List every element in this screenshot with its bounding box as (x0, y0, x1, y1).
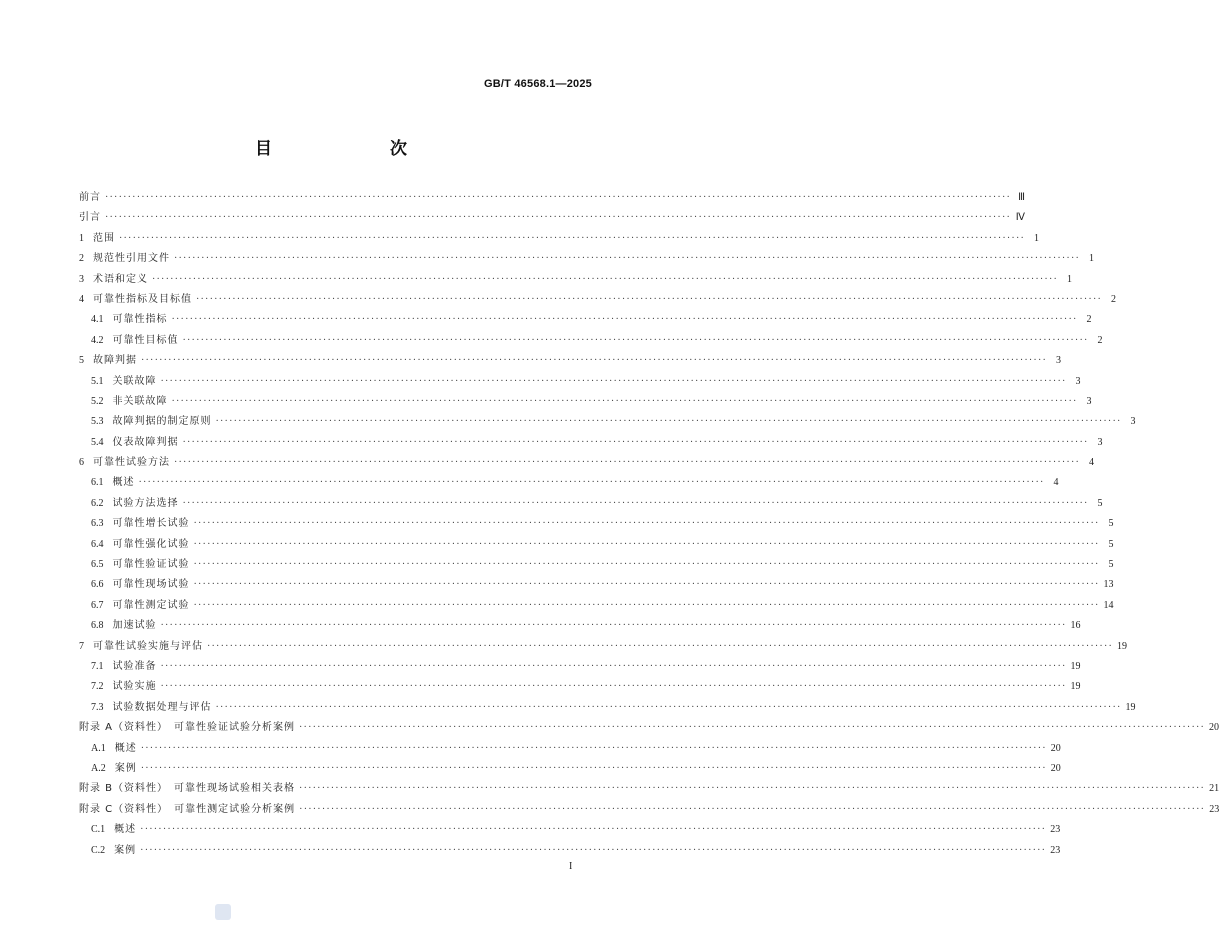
toc-entry[interactable] (79, 290, 1117, 310)
toc-entry[interactable] (79, 229, 1040, 249)
toc-entry-label: 可靠性指标及目标值 (93, 293, 192, 305)
toc-leader-dots: ········································································································································································································ (196, 293, 1103, 305)
toc-leader-dots: ········································································································································································································ (299, 722, 1206, 734)
toc-entry[interactable] (79, 188, 1026, 208)
toc-entry-label: 故障判据的制定原则 (112, 416, 212, 428)
toc-leader-dots: ········································································································································································································ (140, 742, 1047, 754)
toc-entry-page: 19 (1070, 660, 1081, 672)
toc-entry-page: 20 (1050, 742, 1061, 754)
toc-entry[interactable] (79, 392, 1092, 412)
toc-entry-label: 可靠性目标值 (112, 334, 179, 346)
toc-leader-dots: ········································································································································································································ (193, 579, 1100, 591)
toc-entry-page: 2 (1086, 314, 1092, 326)
toc-entry[interactable] (79, 841, 1061, 861)
toc-entry[interactable] (79, 208, 1026, 228)
toc-leader-dots: ········································································································································································································ (171, 395, 1078, 407)
toc-leader-dots: ········································································································································································································ (299, 783, 1206, 795)
toc-entry-page: 23 (1050, 824, 1061, 836)
toc-entry-label: 引言 (79, 212, 101, 224)
toc-entry[interactable] (79, 698, 1136, 718)
toc-entry-page: 19 (1117, 640, 1128, 652)
toc-leader-dots: ········································································································································································································ (105, 192, 1012, 203)
toc-entry-label: 可靠性强化试验 (112, 538, 190, 550)
toc-entry[interactable] (79, 372, 1081, 392)
toc-entry[interactable] (79, 820, 1061, 840)
toc-entry-page: 5 (1097, 497, 1103, 509)
toc-entry-page: 3 (1130, 416, 1136, 428)
toc-entry-label: 术语和定义 (93, 273, 148, 285)
toc-entry-label: 加速试验 (112, 620, 157, 632)
toc-entry-page: 4 (1089, 457, 1095, 469)
toc-entry-label: 试验数据处理与评估 (112, 701, 212, 713)
watermark-logo-icon (215, 904, 231, 920)
standard-code: GB/T 46568.1—2025 (484, 78, 592, 90)
toc-leader-dots: ········································································································································································································ (160, 681, 1067, 693)
toc-entry-label: 可靠性指标 (112, 314, 168, 326)
toc-entry-number: 4.2 (91, 334, 104, 346)
toc-entry-number: 5.4 (91, 436, 104, 448)
toc-entry-page: Ⅳ (1015, 212, 1026, 224)
toc-entry[interactable] (79, 535, 1114, 555)
toc-entry[interactable] (79, 800, 1219, 820)
toc-entry[interactable] (79, 310, 1092, 330)
toc-entry[interactable] (79, 555, 1114, 575)
page-number: I (569, 861, 573, 872)
toc-entry-label: 故障判据 (93, 355, 137, 367)
toc-entry-label: 概述 (114, 742, 137, 754)
toc-entry-label: 可靠性增长试验 (112, 518, 190, 530)
toc-entry-page: 21 (1209, 783, 1219, 795)
toc-entry-page: 14 (1103, 599, 1114, 611)
toc-leader-dots: ········································································································································································································ (140, 844, 1047, 856)
toc-entry-label: 附录 A（资料性） 可靠性验证试验分析案例 (79, 722, 296, 734)
toc-entry[interactable] (79, 412, 1136, 432)
toc-entry-number: 5.2 (91, 395, 104, 407)
toc-entry-number: 6.4 (91, 538, 104, 550)
toc-leader-dots: ········································································································································································································ (140, 762, 1047, 774)
toc-entry-page: 5 (1108, 538, 1114, 550)
toc-entry-number: 7.2 (91, 681, 104, 693)
toc-entry-page: 23 (1050, 844, 1061, 856)
toc-leader-dots: ········································································································································································································ (182, 497, 1089, 509)
toc-entry-number: 5 (79, 355, 84, 367)
toc-entry-page: 2 (1111, 293, 1117, 305)
toc-entry[interactable] (79, 453, 1095, 473)
toc-entry[interactable] (79, 575, 1114, 595)
toc-entry-number: 6.5 (91, 559, 104, 571)
toc-entry-number: 7.3 (91, 701, 104, 713)
toc-entry-label: 仪表故障判据 (112, 436, 179, 448)
toc-entry-number: 7 (79, 640, 84, 652)
toc-entry-label: 可靠性现场试验 (112, 579, 190, 591)
toc-entry-label: 概述 (112, 477, 135, 489)
toc-leader-dots: ········································································································································································································ (160, 660, 1067, 672)
toc-entry-page: 3 (1097, 436, 1103, 448)
toc-leader-dots: ········································································································································································································ (299, 803, 1206, 815)
toc-entry-page: 3 (1086, 395, 1092, 407)
toc-entry-label: 附录 B（资料性） 可靠性现场试验相关表格 (79, 783, 296, 795)
toc-entry-label: 案例 (114, 844, 137, 856)
toc-entry-page: 1 (1067, 273, 1073, 285)
toc-entry-page: 1 (1034, 232, 1040, 244)
toc-entry-number: 6.8 (91, 620, 104, 632)
toc-entry-label: 试验实施 (112, 681, 157, 693)
toc-entry[interactable] (79, 779, 1219, 799)
toc-entry-label: 非关联故障 (112, 395, 168, 407)
toc-leader-dots: ········································································································································································································ (193, 518, 1100, 530)
toc-entry-label: 附录 C（资料性） 可靠性测定试验分析案例 (79, 803, 296, 815)
toc-leader-dots: ········································································································································································································ (174, 253, 1081, 265)
toc-entry-page: 2 (1097, 334, 1103, 346)
toc-entry-number: 6.1 (91, 477, 104, 489)
toc-entry-label: 范围 (93, 232, 115, 244)
toc-entry-label: 规范性引用文件 (93, 253, 170, 265)
toc-entry-number: 1 (79, 232, 84, 244)
toc-entry[interactable] (79, 473, 1059, 493)
toc-entry-label: 案例 (114, 762, 137, 774)
toc-leader-dots: ········································································································································································································ (215, 416, 1122, 428)
toc-entry-page: 19 (1070, 681, 1081, 693)
toc-entry[interactable] (79, 494, 1103, 514)
toc-leader-dots: ········································································································································································································ (193, 599, 1100, 611)
toc-entry-number: 4 (79, 293, 84, 305)
toc-entry-number: 6.2 (91, 497, 104, 509)
toc-entry[interactable] (79, 657, 1081, 677)
toc-entry-number: 6.6 (91, 579, 104, 591)
toc-leader-dots: ········································································································································································································ (160, 620, 1067, 632)
toc-entry-page: 20 (1209, 722, 1219, 734)
toc-entry-number: 5.1 (91, 375, 104, 387)
toc-entry[interactable] (79, 677, 1081, 697)
toc-leader-dots: ········································································································································································································ (105, 212, 1012, 224)
toc-entry-page: 13 (1103, 579, 1114, 591)
toc-title: 目 次 (255, 139, 435, 159)
toc-leader-dots: ········································································································································································································ (182, 436, 1089, 448)
toc-entry[interactable] (79, 270, 1073, 290)
toc-entry[interactable] (79, 739, 1061, 759)
toc-entry-label: 概述 (114, 824, 137, 836)
toc-entry-page: 5 (1108, 518, 1114, 530)
toc-entry[interactable] (79, 718, 1219, 738)
toc-entry-label: 试验方法选择 (112, 497, 179, 509)
toc-leader-dots: ········································································································································································································ (215, 701, 1122, 713)
toc-leader-dots: ········································································································································································································ (138, 477, 1045, 489)
toc-entry-number: 2 (79, 253, 84, 265)
toc-entry-page: 4 (1053, 477, 1059, 489)
toc-entry[interactable] (79, 759, 1061, 779)
toc-entry-number: 3 (79, 273, 84, 285)
toc-entry[interactable] (79, 514, 1114, 534)
toc-leader-dots: ········································································································································································································ (193, 559, 1100, 571)
toc-leader-dots: ········································································································································································································ (207, 640, 1114, 652)
toc-entry-label: 可靠性验证试验 (112, 559, 190, 571)
toc-entry-number: A.1 (91, 742, 106, 754)
toc-entry-page: 1 (1089, 253, 1095, 265)
toc-entry-label: 可靠性测定试验 (112, 599, 190, 611)
toc-entry-number: C.2 (91, 844, 106, 856)
toc-entry-page: Ⅲ (1018, 192, 1026, 203)
toc-entry[interactable] (79, 351, 1062, 371)
toc-leader-dots: ········································································································································································································ (171, 314, 1078, 326)
toc-entry-label: 试验准备 (112, 660, 157, 672)
toc-entry[interactable] (79, 637, 1128, 657)
toc-entry-page: 5 (1108, 559, 1114, 571)
toc-entry[interactable] (79, 249, 1095, 269)
toc-entry-page: 20 (1050, 762, 1061, 774)
toc-leader-dots: ········································································································································································································ (160, 375, 1067, 387)
toc-entry-label: 关联故障 (112, 375, 157, 387)
toc-leader-dots: ········································································································································································································ (140, 824, 1047, 836)
toc-leader-dots: ········································································································································································································ (193, 538, 1100, 550)
toc-entry-page: 16 (1070, 620, 1081, 632)
toc-leader-dots: ········································································································································································································ (152, 273, 1059, 285)
toc-leader-dots: ········································································································································································································ (141, 355, 1048, 367)
toc-entry-page: 23 (1209, 803, 1219, 815)
toc-entry-page: 3 (1075, 375, 1081, 387)
toc-entry-number: 6.3 (91, 518, 104, 530)
toc-entry-number: C.1 (91, 824, 106, 836)
toc-leader-dots: ········································································································································································································ (182, 334, 1089, 346)
toc-entry[interactable] (79, 433, 1103, 453)
toc-entry-number: 6.7 (91, 599, 104, 611)
toc-entry-label: 可靠性试验方法 (93, 457, 170, 469)
toc-leader-dots: ········································································································································································································ (174, 457, 1081, 469)
toc-entry[interactable] (79, 331, 1103, 351)
toc-entry-number: 6 (79, 457, 84, 469)
toc-entry-page: 19 (1125, 701, 1136, 713)
toc-entry-label: 可靠性试验实施与评估 (93, 640, 203, 652)
toc-entry[interactable] (79, 616, 1081, 636)
toc-entry-number: 7.1 (91, 660, 104, 672)
toc-entry-number: A.2 (91, 762, 106, 774)
toc-entry-label: 前言 (79, 192, 101, 203)
toc-leader-dots: ········································································································································································································ (119, 232, 1026, 244)
table-of-contents (79, 188, 1219, 861)
toc-entry-number: 5.3 (91, 416, 104, 428)
toc-entry-number: 4.1 (91, 314, 104, 326)
toc-entry[interactable] (79, 596, 1114, 616)
toc-entry-page: 3 (1056, 355, 1062, 367)
